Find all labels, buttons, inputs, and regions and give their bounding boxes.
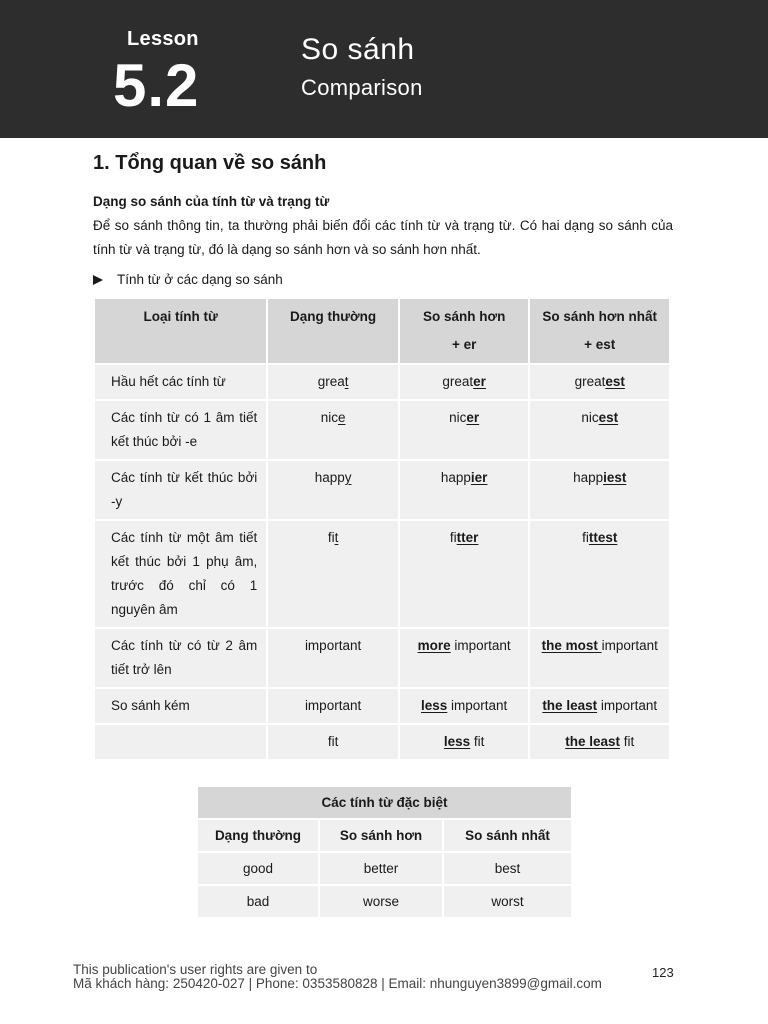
comparative-form: happier bbox=[400, 461, 529, 519]
comparative-form: fitter bbox=[400, 521, 529, 627]
comparison-forms-table bbox=[93, 297, 671, 761]
table-row bbox=[95, 461, 669, 519]
base-form: happy bbox=[268, 461, 398, 519]
table-row bbox=[95, 689, 669, 723]
row-label: Các tính từ có từ 2 âm tiết trở lên bbox=[95, 629, 266, 687]
superlative-form: the least important bbox=[530, 689, 669, 723]
row-label: Hầu hết các tính từ bbox=[95, 365, 266, 399]
special-table-header-row bbox=[198, 820, 571, 851]
base-form: important bbox=[268, 689, 398, 723]
header-comparative: So sánh hơn bbox=[320, 820, 442, 851]
base-form: important bbox=[268, 629, 398, 687]
table-header-row bbox=[95, 299, 669, 363]
superlative-form: the least fit bbox=[530, 725, 669, 759]
table-row bbox=[95, 725, 669, 759]
table-row bbox=[95, 365, 669, 399]
table-row bbox=[95, 629, 669, 687]
triangle-bullet-icon bbox=[93, 275, 103, 285]
header-superlative: So sánh hơn nhất + est bbox=[530, 299, 669, 363]
comparative-form: less fit bbox=[400, 725, 529, 759]
superlative-form: greatest bbox=[530, 365, 669, 399]
lesson-header bbox=[0, 0, 768, 138]
comparative-form: worse bbox=[320, 886, 442, 917]
base-form: nice bbox=[268, 401, 398, 459]
comparative-form: better bbox=[320, 853, 442, 884]
header-type: Loại tính từ bbox=[95, 299, 266, 363]
footer-rights-notice bbox=[73, 963, 602, 991]
comparative-form: greater bbox=[400, 365, 529, 399]
comparative-form: less important bbox=[400, 689, 529, 723]
superlative-form: best bbox=[444, 853, 571, 884]
table-row bbox=[198, 853, 571, 884]
table-row bbox=[95, 401, 669, 459]
superlative-form: worst bbox=[444, 886, 571, 917]
comparative-form: nicer bbox=[400, 401, 529, 459]
page-number: 123 bbox=[652, 965, 674, 980]
row-label: Các tính từ một âm tiết kết thúc bởi 1 phụ âm, trước đó chỉ có 1 nguyên âm bbox=[95, 521, 266, 627]
bullet-text: Tính từ ở các dạng so sánh bbox=[117, 272, 283, 287]
special-table-title: Các tính từ đặc biệt bbox=[198, 787, 571, 818]
bullet-item bbox=[93, 272, 283, 287]
special-adjectives-table bbox=[196, 785, 573, 919]
section-title: 1. Tổng quan về so sánh bbox=[93, 152, 327, 174]
lesson-title-vietnamese: So sánh bbox=[301, 33, 415, 66]
header-base: Dạng thường bbox=[198, 820, 318, 851]
superlative-form: nicest bbox=[530, 401, 669, 459]
row-label: So sánh kém bbox=[95, 689, 266, 723]
special-table-title-row bbox=[198, 787, 571, 818]
base-form: fit bbox=[268, 725, 398, 759]
row-label-empty bbox=[95, 725, 266, 759]
table-row bbox=[95, 521, 669, 627]
footer-line-2: Mã khách hàng: 250420-027 | Phone: 0353580828 | Email: nhunguyen3899@gmail.com bbox=[73, 976, 602, 991]
superlative-form: the most important bbox=[530, 629, 669, 687]
header-base: Dạng thường bbox=[268, 299, 398, 363]
subheading: Dạng so sánh của tính từ và trạng từ bbox=[93, 194, 330, 209]
lesson-number: 5.2 bbox=[113, 52, 200, 119]
table-row bbox=[198, 886, 571, 917]
base-form: good bbox=[198, 853, 318, 884]
footer-line-1: This publication's user rights are given to bbox=[73, 962, 318, 977]
row-label: Các tính từ kết thúc bởi -y bbox=[95, 461, 266, 519]
base-form: fit bbox=[268, 521, 398, 627]
row-label: Các tính từ có 1 âm tiết kết thúc bởi -e bbox=[95, 401, 266, 459]
lesson-label: Lesson bbox=[127, 28, 199, 50]
base-form: bad bbox=[198, 886, 318, 917]
intro-paragraph: Để so sánh thông tin, ta thường phải biến đổi các tính từ và trạng từ. Có hai dạng so sánh của tính từ và trạng từ, đó là dạng so sánh hơn và so sánh hơn nhất. bbox=[93, 218, 673, 257]
lesson-title-english: Comparison bbox=[301, 75, 423, 100]
header-superlative: So sánh nhất bbox=[444, 820, 571, 851]
superlative-form: fittest bbox=[530, 521, 669, 627]
base-form: great bbox=[268, 365, 398, 399]
comparative-form: more important bbox=[400, 629, 529, 687]
superlative-form: happiest bbox=[530, 461, 669, 519]
header-comparative: So sánh hơn + er bbox=[400, 299, 529, 363]
